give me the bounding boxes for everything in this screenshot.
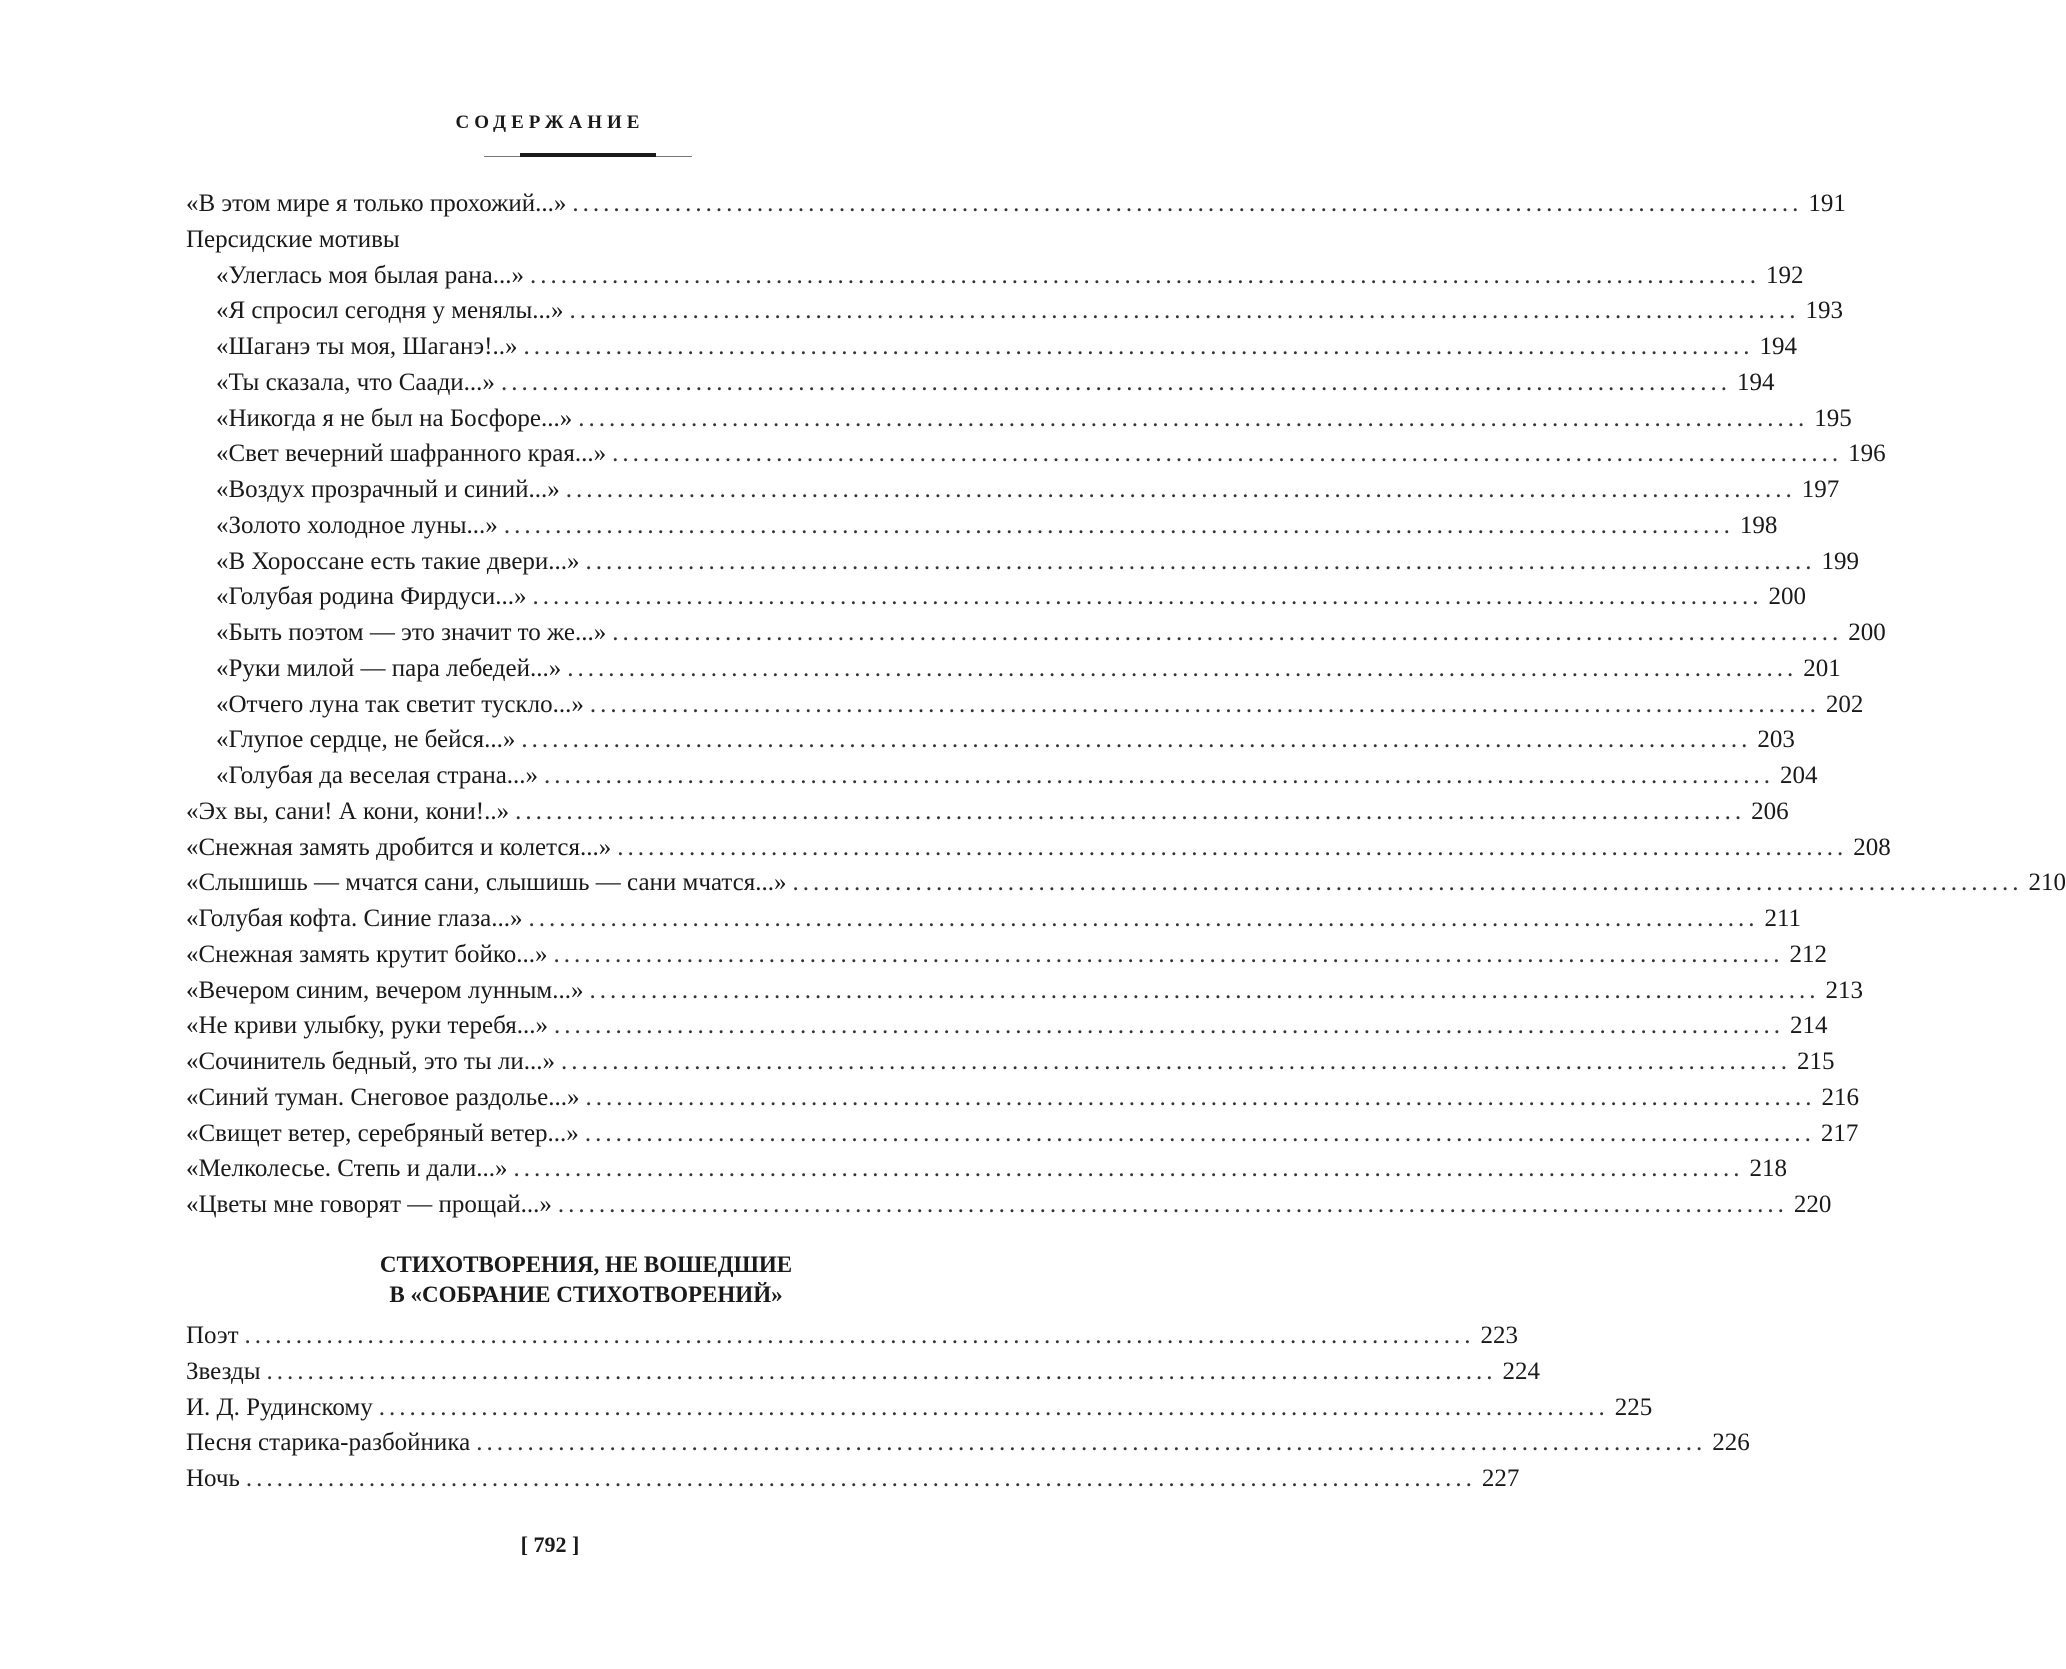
running-head: СОДЕРЖАНИЕ <box>455 112 645 133</box>
toc-entry-leader: ........................................................................................................................ <box>532 583 1763 611</box>
toc-entry-page: 194 <box>1736 368 1775 396</box>
toc-list-main <box>186 186 2066 1223</box>
toc-entry-page: 218 <box>1749 1155 1787 1183</box>
toc-entry-title: «Сочинитель бедный, это ты ли...» <box>186 1048 555 1075</box>
toc-entry-title: «Голубая кофта. Синие глаза...» <box>186 905 523 932</box>
toc-entry-title: «Не криви улыбку, руки теребя...» <box>186 1012 548 1040</box>
toc-entry-page: 211 <box>1764 905 1802 932</box>
toc-entry-leader: ........................................................................................................................ <box>560 1048 1791 1075</box>
toc-entry-title: «В этом мире я только прохожий...» <box>186 190 567 217</box>
toc-entry-leader: ........................................................................................................................ <box>266 1357 1497 1385</box>
section-heading <box>186 1250 986 1310</box>
toc-entry-title: Ночь <box>186 1465 240 1492</box>
toc-entry-page: 225 <box>1614 1393 1653 1421</box>
toc-entry-leader: ........................................................................................................................ <box>544 762 1775 789</box>
toc-entry[interactable] <box>186 436 1886 472</box>
toc-entry-title: «Никогда я не был на Босфоре...» <box>216 404 573 432</box>
toc-entry-leader: ........................................................................................................................ <box>589 976 1820 1004</box>
toc-entry[interactable] <box>186 365 1775 401</box>
toc-entry-page: 220 <box>1793 1191 1832 1218</box>
toc-entry-leader: ........................................................................................................................ <box>585 547 1816 575</box>
toc-entry-leader: ........................................................................................................................ <box>476 1429 1707 1457</box>
toc-entry[interactable] <box>186 222 986 258</box>
toc-entry[interactable] <box>186 1318 1519 1354</box>
toc-entry-title: Звезды <box>186 1357 261 1385</box>
toc-entry-title: Персидские мотивы <box>186 225 400 253</box>
toc-entry[interactable] <box>186 901 1802 937</box>
toc-entry[interactable] <box>186 1461 1520 1497</box>
toc-entry[interactable] <box>186 758 1818 794</box>
toc-entry[interactable] <box>186 865 2066 901</box>
section-heading-line-2: В «СОБРАНИЕ СТИХОТВОРЕНИЙ» <box>389 1282 783 1307</box>
toc-entry-leader: ........................................................................................................................ <box>585 1083 1816 1111</box>
toc-entry[interactable] <box>186 615 1886 651</box>
toc-entry-leader: ........................................................................................................................ <box>553 1012 1784 1040</box>
toc-entry[interactable] <box>186 1080 1860 1116</box>
toc-entry-title: «Эх вы, сани! А кони, кони!..» <box>186 797 510 825</box>
toc-entry[interactable] <box>186 794 1789 830</box>
toc-entry[interactable] <box>186 1044 1835 1080</box>
toc-entry-leader: ........................................................................................................................ <box>528 905 1759 932</box>
toc-entry[interactable] <box>186 1008 1828 1044</box>
toc-entry[interactable] <box>186 544 1860 580</box>
toc-entry-leader: ........................................................................................................................ <box>572 190 1803 217</box>
toc-entry-title: «Глупое сердце, не бейся...» <box>216 726 516 754</box>
toc-entry-title: «Руки милой — пара лебедей...» <box>216 654 562 682</box>
toc-entry[interactable] <box>186 508 1778 544</box>
section-heading-line-1: СТИХОТВОРЕНИЯ, НЕ ВОШЕДШИЕ <box>379 1252 793 1277</box>
toc-entry-title: «Цветы мне говорят — прощай...» <box>186 1191 552 1218</box>
toc-entry-page: 213 <box>1825 976 1863 1004</box>
toc-entry-page: 192 <box>1766 261 1804 289</box>
toc-entry-page: 216 <box>1821 1083 1860 1111</box>
toc-entry-leader: ........................................................................................................................ <box>503 511 1734 539</box>
toc-entry-title: «Снежная замять крутит бойко...» <box>186 940 548 968</box>
toc-entry[interactable] <box>186 401 1852 437</box>
toc-entry-title: «Свищет ветер, серебряный ветер...» <box>186 1119 579 1147</box>
toc-entry-page: 200 <box>1768 583 1806 611</box>
toc-entry-leader: ........................................................................................................................ <box>513 1155 1744 1183</box>
toc-entry-title: «Отчего луна так светит тускло...» <box>216 690 584 718</box>
toc-entry-leader: ........................................................................................................................ <box>584 1119 1815 1147</box>
toc-entry-page: 199 <box>1821 547 1860 575</box>
toc-entry-leader: ........................................................................................................................ <box>244 1322 1475 1349</box>
toc-entry-page: 226 <box>1712 1429 1750 1457</box>
toc-entry-leader: ........................................................................................................................ <box>612 440 1843 468</box>
toc-entry-page: 196 <box>1848 440 1886 468</box>
toc-entry[interactable] <box>186 1390 1653 1426</box>
page-number: [ 792 ] <box>520 1532 580 1557</box>
toc-list-uncollected <box>186 1318 1750 1497</box>
toc-entry[interactable] <box>186 186 1846 222</box>
toc-entry-title: «Шаганэ ты моя, Шаганэ!..» <box>216 333 518 360</box>
toc-entry[interactable] <box>186 1187 1832 1223</box>
toc-entry[interactable] <box>186 937 1828 973</box>
toc-entry-title: И. Д. Рудинскому <box>186 1393 373 1421</box>
toc-entry[interactable] <box>186 722 1795 758</box>
toc-entry-leader: ........................................................................................................................ <box>515 797 1746 825</box>
toc-entry[interactable] <box>186 579 1806 615</box>
toc-entry-leader: ........................................................................................................................ <box>500 368 1731 396</box>
toc-entry-leader: ........................................................................................................................ <box>530 261 1761 289</box>
toc-entry[interactable] <box>186 1354 1541 1390</box>
toc-entry-title: «Снежная замять дробится и колется...» <box>186 833 612 861</box>
toc-entry-title: «Я спросил сегодня у менялы...» <box>216 297 564 325</box>
toc-entry-title: «Свет вечерний шафранного края...» <box>216 440 607 468</box>
toc-entry-page: 227 <box>1481 1465 1520 1492</box>
toc-entry-page: 217 <box>1820 1119 1859 1147</box>
toc-entry[interactable] <box>186 293 1844 329</box>
toc-entry-leader: ........................................................................................................................ <box>569 297 1800 325</box>
toc-entry-page: 224 <box>1502 1357 1541 1385</box>
toc-entry-page: 212 <box>1789 940 1828 968</box>
toc-entry[interactable] <box>186 830 1891 866</box>
toc-entry[interactable] <box>186 329 1797 365</box>
toc-entry[interactable] <box>186 1151 1787 1187</box>
toc-entry-page: 191 <box>1808 190 1846 217</box>
toc-entry-page: 202 <box>1825 690 1864 718</box>
toc-entry-leader: ........................................................................................................................ <box>792 869 2023 897</box>
toc-entry[interactable] <box>186 973 1863 1009</box>
toc-entry-leader: ........................................................................................................................ <box>245 1465 1476 1492</box>
toc-entry-title: «Ты сказала, что Саади...» <box>216 368 495 396</box>
toc-entry-leader: ........................................................................................................................ <box>521 726 1752 754</box>
toc-entry-page: 197 <box>1801 476 1840 503</box>
toc-entry[interactable] <box>186 258 1804 294</box>
toc-entry-title: Песня старика-разбойника <box>186 1429 471 1457</box>
toc-entry[interactable] <box>186 1425 1750 1461</box>
toc-entry-page: 204 <box>1780 762 1818 789</box>
toc-entry-page: 201 <box>1803 654 1841 682</box>
toc-entry-title: «Быть поэтом — это значит то же...» <box>216 619 607 646</box>
toc-entry-leader: ........................................................................................................................ <box>567 654 1798 682</box>
toc-entry[interactable] <box>186 472 1840 508</box>
toc-entry[interactable] <box>186 687 1864 723</box>
toc-entry-page: 200 <box>1848 619 1886 646</box>
toc-entry-leader: ........................................................................................................................ <box>553 940 1784 968</box>
toc-entry-page: 195 <box>1814 404 1852 432</box>
toc-entry-page: 208 <box>1853 833 1891 861</box>
toc-entry-page: 214 <box>1789 1012 1828 1040</box>
toc-entry-title: «Улеглась моя былая рана...» <box>216 261 525 289</box>
toc-entry-leader: ........................................................................................................................ <box>589 690 1820 718</box>
toc-entry[interactable] <box>186 651 1841 687</box>
toc-entry-page: 215 <box>1796 1048 1835 1075</box>
toc-entry-title: «Голубая да веселая страна...» <box>216 762 539 789</box>
toc-entry-title: «Вечером синим, вечером лунным...» <box>186 976 584 1004</box>
toc-entry-page: 210 <box>2028 869 2066 897</box>
toc-entry-title: «Воздух прозрачный и синий...» <box>216 476 560 503</box>
toc-entry-page: 193 <box>1805 297 1844 325</box>
toc-entry-page: 206 <box>1751 797 1789 825</box>
toc-entry-leader: ........................................................................................................................ <box>612 619 1843 646</box>
toc-entry-leader: ........................................................................................................................ <box>617 833 1848 861</box>
toc-entry-leader: ........................................................................................................................ <box>523 333 1754 360</box>
toc-entry-title: «Золото холодное луны...» <box>216 511 498 539</box>
toc-entry-leader: ........................................................................................................................ <box>557 1191 1788 1218</box>
toc-entry-page: 223 <box>1480 1322 1519 1349</box>
toc-entry-title: «В Хороссане есть такие двери...» <box>216 547 580 575</box>
toc-entry-leader: ........................................................................................................................ <box>578 404 1809 432</box>
header-rule-accent <box>520 153 656 157</box>
toc-entry-title: «Слышишь — мчатся сани, слышишь — сани мчатся...» <box>186 869 787 897</box>
toc-entry-title: «Голубая родина Фирдуси...» <box>216 583 527 611</box>
toc-entry-leader: ........................................................................................................................ <box>378 1393 1609 1421</box>
toc-entry-page: 198 <box>1739 511 1778 539</box>
toc-entry-page: 194 <box>1759 333 1797 360</box>
toc-entry[interactable] <box>186 1116 1859 1152</box>
toc-entry-title: «Мелколесье. Степь и дали...» <box>186 1155 508 1183</box>
toc-entry-title: «Синий туман. Снеговое раздолье...» <box>186 1083 580 1111</box>
toc-entry-leader: ........................................................................................................................ <box>565 476 1796 503</box>
toc-entry-page: 203 <box>1757 726 1795 754</box>
toc-entry-title: Поэт <box>186 1322 239 1349</box>
